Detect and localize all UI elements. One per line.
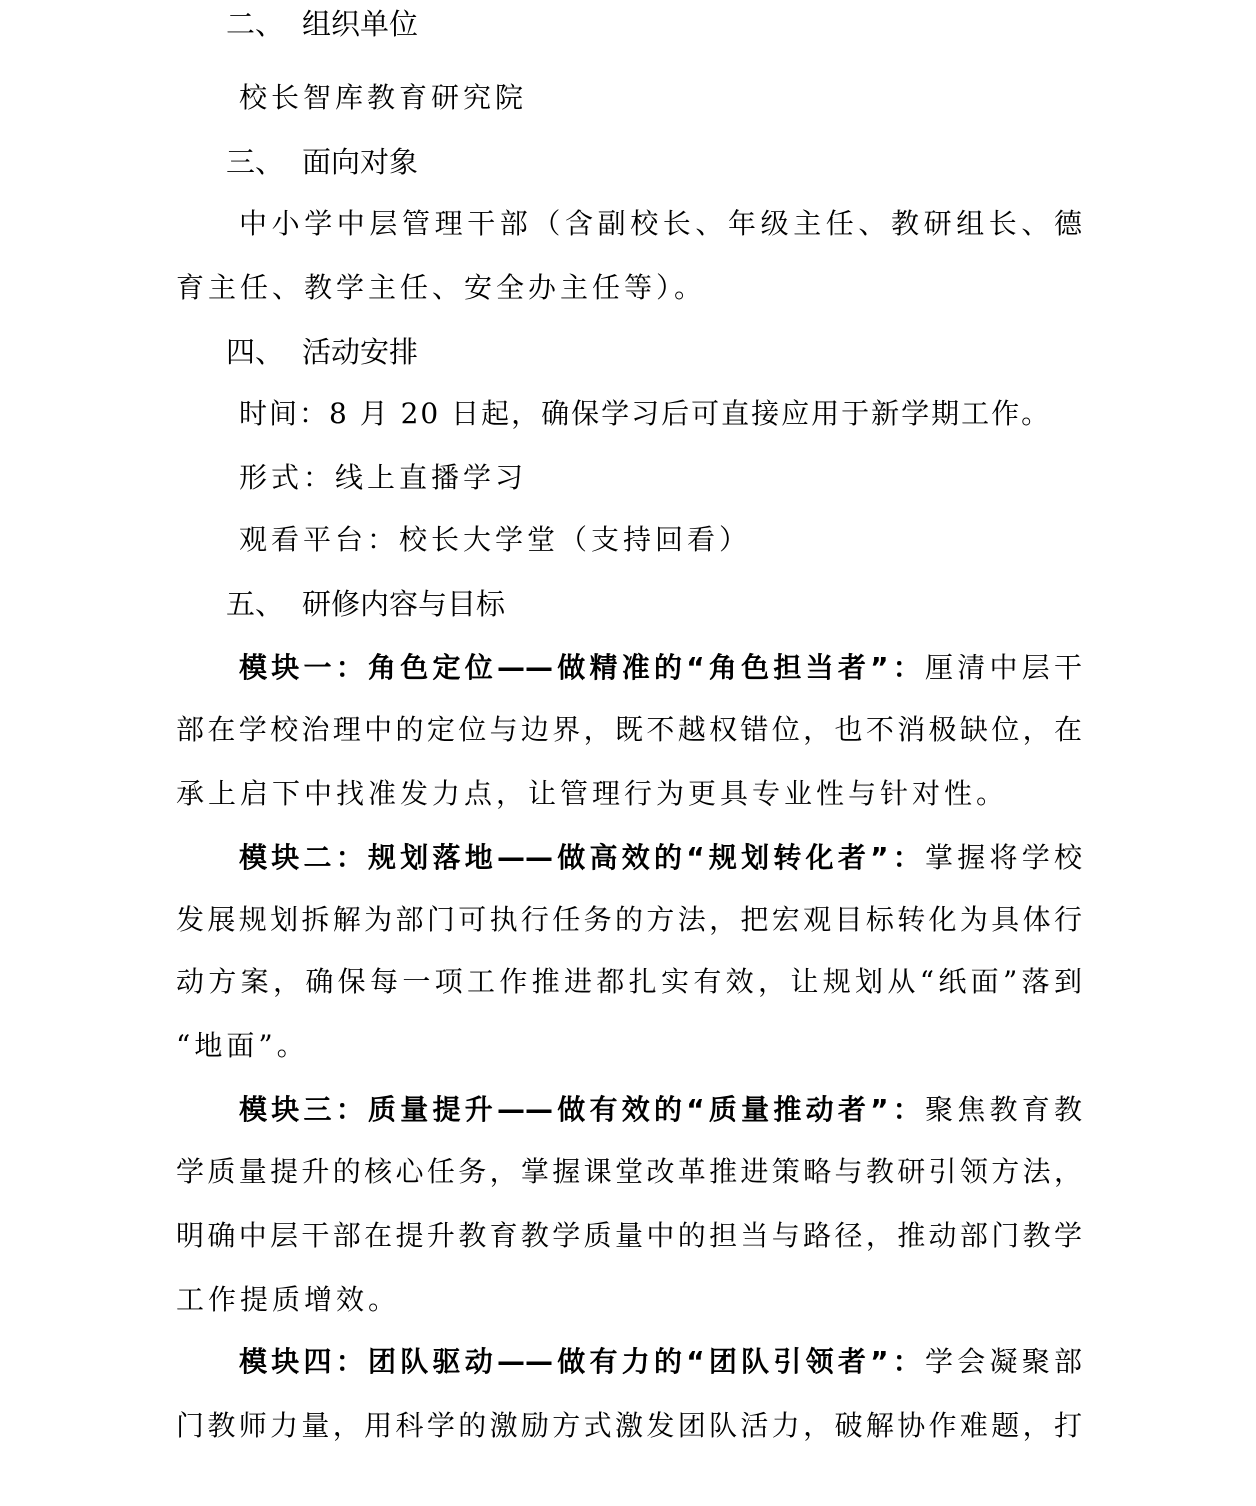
section-heading-4 — [226, 332, 418, 372]
module-1-title: 模块一：角色定位——做精准的“角色担当者”： — [239, 651, 925, 684]
module-1-first-line — [239, 648, 1082, 688]
section-number: 三、 — [226, 145, 285, 179]
section-number: 二、 — [226, 7, 285, 41]
section-title: 面向对象 — [302, 145, 419, 179]
module-2-line: 发展规划拆解为部门可执行任务的方法，把宏观目标转化为具体行 — [176, 903, 1082, 936]
module-3-title: 模块三：质量提升——做有效的“质量推动者”： — [239, 1093, 925, 1126]
section-heading-3 — [226, 142, 418, 182]
module-1-line: 部在学校治理中的定位与边界，既不越权错位，也不消极缺位，在 — [176, 713, 1082, 746]
organizer-text: 校长智库教育研究院 — [239, 81, 528, 114]
audience-line-2: 育主任、教学主任、安全办主任等）。 — [176, 271, 707, 304]
section-number: 五、 — [226, 587, 285, 621]
audience-line-1: 中小学中层管理干部（含副校长、年级主任、教研组长、德 — [239, 207, 1082, 240]
module-4-line: 门教师力量，用科学的激励方式激发团队活力，破解协作难题，打 — [176, 1409, 1082, 1442]
module-2-line: 动方案，确保每一项工作推进都扎实有效，让规划从“纸面”落到 — [176, 965, 1082, 998]
module-1-lead: 厘清中层干 — [925, 651, 1082, 684]
module-4-title: 模块四：团队驱动——做有力的“团队引领者”： — [239, 1345, 925, 1378]
module-2-first-line — [239, 838, 1082, 878]
section-title: 组织单位 — [302, 7, 419, 41]
module-2-line: “地面”。 — [176, 1029, 309, 1062]
section-heading-2 — [226, 4, 418, 44]
module-4-first-line — [239, 1342, 1082, 1382]
module-3-lead: 聚焦教育教 — [925, 1093, 1082, 1126]
section-title: 研修内容与目标 — [302, 587, 506, 621]
module-3-line: 学质量提升的核心任务，掌握课堂改革推进策略与教研引领方法， — [176, 1155, 1082, 1188]
section-heading-5 — [226, 584, 505, 624]
module-3-first-line — [239, 1090, 1082, 1130]
module-4-lead: 学会凝聚部 — [925, 1345, 1082, 1378]
schedule-time: 时间：8 月 20 日起，确保学习后可直接应用于新学期工作。 — [239, 397, 1052, 430]
module-3-line: 明确中层干部在提升教育教学质量中的担当与路径，推动部门教学 — [176, 1219, 1082, 1252]
section-title: 活动安排 — [302, 335, 419, 369]
module-1-line: 承上启下中找准发力点，让管理行为更具专业性与针对性。 — [176, 777, 1009, 810]
module-3-line: 工作提质增效。 — [176, 1283, 401, 1316]
module-2-lead: 掌握将学校 — [925, 841, 1082, 874]
schedule-platform: 观看平台：校长大学堂（支持回看） — [239, 523, 752, 556]
module-2-title: 模块二：规划落地——做高效的“规划转化者”： — [239, 841, 925, 874]
section-number: 四、 — [226, 335, 285, 369]
schedule-form: 形式：线上直播学习 — [239, 461, 528, 494]
